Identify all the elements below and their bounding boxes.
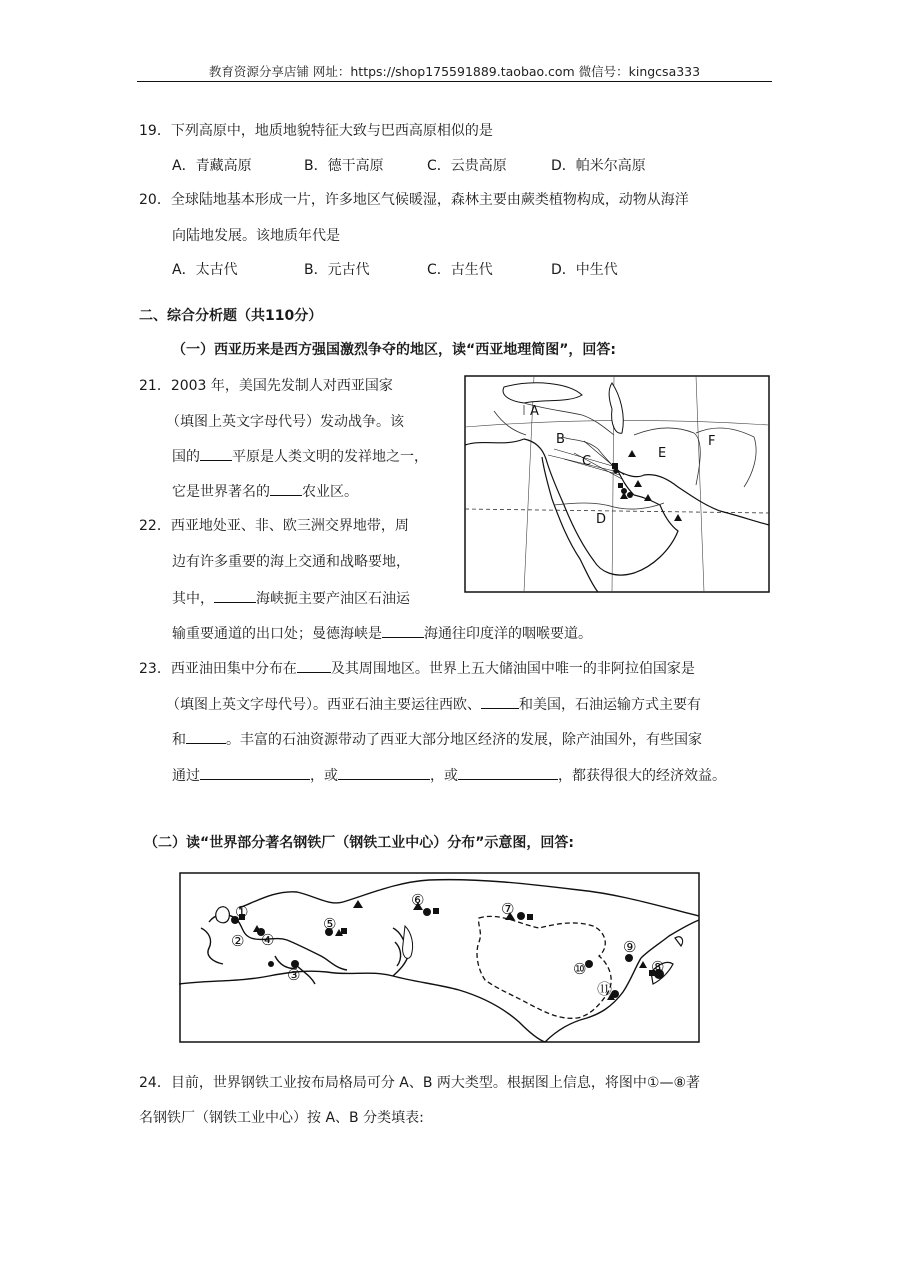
q20-option-c: C．古生代 (427, 262, 493, 278)
map2-label-4: ④ (261, 931, 275, 949)
q19-option-a: A．青藏高原 (172, 158, 252, 174)
map2-label-9: ⑨ (623, 938, 637, 956)
section-2-title: 二、综合分析题（共110分） (139, 308, 323, 324)
q23-line2 (166, 695, 701, 714)
q21-line4 (172, 482, 358, 501)
part-1-title: （一）西亚历来是西方强国激烈争夺的地区，读“西亚地理简图”，回答: (172, 342, 616, 358)
q23-blank-1[interactable] (297, 659, 331, 673)
steel-centers-map (179, 872, 700, 1043)
q21-line3 (172, 447, 428, 466)
q23-blank-5[interactable] (338, 766, 430, 780)
west-asia-map-svg (464, 375, 770, 593)
q23-blank-3[interactable] (186, 730, 226, 744)
q19-stem: 19．下列高原中，地质地貌特征大致与巴西高原相似的是 (139, 123, 493, 139)
q23-blank-6[interactable] (458, 766, 558, 780)
q20-option-b: B．元古代 (304, 262, 370, 278)
q22-line3-a: 其中， (172, 591, 214, 607)
q22-line1: 22．西亚地处亚、非、欧三洲交界地带，周 (139, 518, 409, 534)
q22-line4 (172, 624, 592, 643)
map1-label-b: B (556, 432, 565, 447)
q23-line1-b: 及其周围地区。世界上五大储油国中唯一的非阿拉伯国家是 (330, 661, 695, 677)
q24-line2: 名钢铁厂（钢铁工业中心）按 A、B 分类填表: (139, 1110, 424, 1126)
map2-label-6: ⑥ (411, 891, 425, 909)
q19-option-d: D．帕米尔高原 (551, 158, 646, 174)
q23-line2-a: （填图上英文字母代号）。西亚石油主要运往西欧、 (166, 697, 481, 713)
q20-stem-line1: 20．全球陆地基本形成一片，许多地区气候暖湿，森林主要由蕨类植物构成，动物从海洋 (139, 192, 689, 208)
q19-option-b: B．德干高原 (304, 158, 384, 174)
q22-blank-2[interactable] (382, 624, 424, 638)
map2-label-2: ② (231, 932, 245, 950)
q23-blank-4[interactable] (200, 766, 310, 780)
q21-line2: （填图上英文字母代号）发动战争。该 (166, 414, 404, 430)
q23-line3 (172, 730, 702, 749)
q21-line1: 21．2003 年，美国先发制人对西亚国家 (139, 378, 393, 394)
map1-label-d: D (596, 512, 607, 527)
part-2-title: （二）读“世界部分著名钢铁厂（钢铁工业中心）分布”示意图，回答: (144, 835, 574, 851)
q22-line2: 边有许多重要的海上交通和战略要地， (172, 554, 410, 570)
map2-label-3: ③ (287, 966, 301, 984)
q21-line3-b: 平原是人类文明的发祥地之一， (232, 449, 428, 465)
steel-centers-map-svg (179, 872, 700, 1043)
q23-line4-a: 通过 (172, 768, 200, 784)
q22-blank-1[interactable] (214, 589, 256, 603)
q22-line4-a: 输重要通道的出口处；曼德海峡是 (172, 626, 382, 642)
q23-line1-a: 23．西亚油田集中分布在 (139, 661, 297, 677)
q21-blank-1[interactable] (200, 447, 232, 461)
q23-line1 (139, 659, 695, 678)
q21-blank-2[interactable] (270, 482, 302, 496)
page-header: 教育资源分享店铺 网址：https://shop175591889.taobao.com 微信号：kingcsa333 (208, 64, 701, 79)
q23-blank-2[interactable] (481, 695, 519, 709)
map2-label-11: ⑪ (597, 980, 613, 998)
map2-label-10: ⑩ (573, 960, 587, 978)
q20-option-d: D．中生代 (551, 262, 618, 278)
map1-label-a: A (530, 404, 539, 419)
q19-option-c: C．云贵高原 (427, 158, 507, 174)
q23-line4-b: ，或 (310, 768, 338, 784)
q21-line3-a: 国的 (172, 449, 200, 465)
q23-line3-b: 。丰富的石油资源带动了西亚大部分地区经济的发展，除产油国外，有些国家 (226, 732, 702, 748)
header-rule (137, 81, 772, 82)
map1-label-c: C (582, 454, 592, 469)
q23-line3-a: 和 (172, 732, 186, 748)
q23-line4-c: ，或 (430, 768, 458, 784)
q20-option-a: A．太古代 (172, 262, 238, 278)
q22-line3 (172, 589, 410, 608)
q24-line1: 24．目前，世界钢铁工业按布局格局可分 A、B 两大类型。根据图上信息，将图中①—⑧著 (139, 1075, 700, 1091)
map1-label-f: F (708, 434, 716, 449)
map2-label-5: ⑤ (323, 915, 337, 933)
q22-line3-b: 海峡扼主要产油区石油运 (256, 591, 410, 607)
map1-label-e: E (658, 446, 667, 461)
map2-label-1: ① (235, 903, 249, 921)
q20-stem-line2: 向陆地发展。该地质年代是 (172, 228, 340, 244)
q21-line4-b: 农业区。 (302, 484, 358, 500)
map2-label-7: ⑦ (501, 900, 515, 918)
q23-line2-b: 和美国，石油运输方式主要有 (519, 697, 701, 713)
q23-line4-d: ，都获得很大的经济效益。 (558, 768, 726, 784)
q22-line4-b: 海通往印度洋的咽喉要道。 (424, 626, 592, 642)
west-asia-map (464, 375, 770, 593)
q21-line4-a: 它是世界著名的 (172, 484, 270, 500)
map2-label-8: ⑧ (651, 958, 665, 976)
q23-line4 (172, 766, 726, 785)
